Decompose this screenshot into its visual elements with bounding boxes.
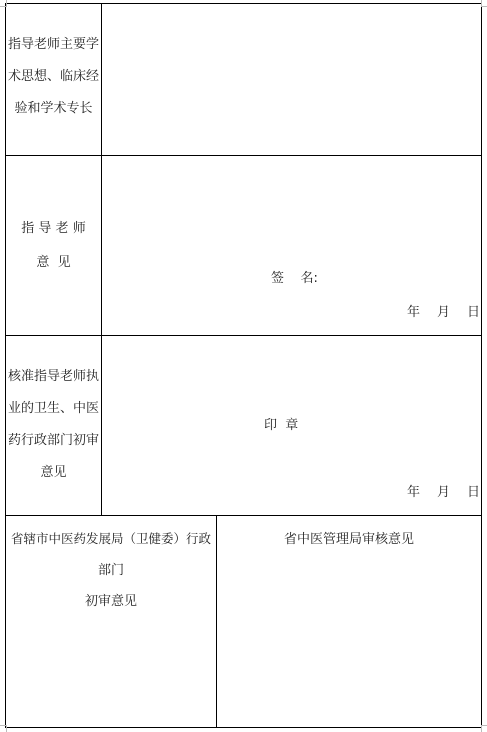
row3-bottom-border xyxy=(5,515,482,516)
row4-left-label-line-1: 省辖市中医药发展局（卫健委）行政 xyxy=(10,531,211,546)
seal-label: 印 章 xyxy=(264,418,299,433)
row2-content-cell[interactable] xyxy=(102,156,481,335)
row2-date-year: 年 xyxy=(407,305,421,320)
row3-label-line-1: 核准指导老师执 xyxy=(7,369,99,384)
row4-left-label-line-3: 初审意见 xyxy=(84,593,137,609)
row2-date-day: 日 xyxy=(467,305,481,320)
row3-label-line-2: 业的卫生、中医 xyxy=(7,401,99,416)
top-right-corner-mark xyxy=(481,0,487,7)
row2-label-line-1: 指 导 老 师 xyxy=(21,221,86,236)
table-right-border xyxy=(481,3,482,728)
top-left-corner-mark xyxy=(0,0,7,7)
row3-label-line-3: 药行政部门初审 xyxy=(7,433,99,448)
row2-label-line-2: 意 见 xyxy=(36,255,71,270)
signature-label: 签 名: xyxy=(271,271,318,286)
row4-left-label xyxy=(6,533,216,608)
row4-right-content-cell[interactable] xyxy=(217,556,481,727)
row4-left-content-cell[interactable] xyxy=(6,620,216,727)
row1-content-cell[interactable] xyxy=(102,4,481,155)
table-bottom-border xyxy=(5,727,482,728)
row4-left-label-line-2: 部门 xyxy=(97,562,124,578)
row1-label-line-2: 术思想、临床经 xyxy=(7,69,99,84)
row4-right-label xyxy=(217,533,481,546)
row1-label xyxy=(6,38,101,115)
row4-right-label-text: 省中医管理局审核意见 xyxy=(283,532,414,547)
row3-label xyxy=(6,370,101,479)
row3-date-day: 日 xyxy=(467,485,481,500)
row3-date-month: 月 xyxy=(437,485,451,500)
row3-date-year: 年 xyxy=(407,485,421,500)
row2-date-month: 月 xyxy=(437,305,451,320)
row1-label-line-3: 验和学术专长 xyxy=(14,101,93,116)
row2-label xyxy=(6,222,101,269)
row1-label-line-1: 指导老师主要学 xyxy=(7,37,99,52)
row3-label-line-4: 意见 xyxy=(40,465,67,480)
